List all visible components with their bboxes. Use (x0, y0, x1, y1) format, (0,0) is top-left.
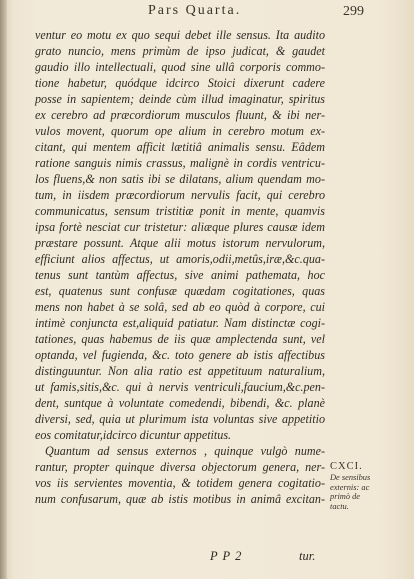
text-line: tum, in iisdem præcordiorum nervulis facit, qui cerebro (35, 188, 325, 202)
text-line: præstare possunt. Atque alii motus istorum nervulorum, (35, 236, 325, 250)
text-line: tationes, quas habemus de iis quæ amplectenda sunt, vel (35, 332, 325, 346)
margin-note (330, 461, 392, 511)
text-line: vulos movent, quorum ope alium in cerebro motum ex- (35, 124, 325, 138)
text-line: posse in sapientem; deinde cùm illud imaginatur, spiritus (35, 92, 325, 106)
text-line: efficiunt alios affectus, ut amoris,odii,metûs,iræ,&c.qua- (35, 252, 325, 266)
margin-gloss-line: tactu. (330, 501, 349, 511)
body-text (35, 27, 325, 507)
text-line: vos iis servientes moventia, & totidem genera cogitatio- (35, 476, 325, 490)
page-number: 299 (343, 4, 364, 19)
text-line: ratione sanguis nimis crassus, malignè in cordis ventricu- (35, 156, 325, 170)
text-line: distinguuntur. Non alia ratio est appetituum naturalium, (35, 364, 325, 378)
margin-gloss-line: externis: ac (330, 482, 370, 492)
text-line: los fluens,& non satis ibi se dilatans, alium quendam mo- (35, 172, 325, 186)
text-line: tione habetur, quódque idcirco Stoici dixerunt cadere (35, 76, 325, 90)
text-line: mens non habet à se solâ, sed ab eo quòd à corpore, cui (35, 300, 325, 314)
text-line: diversi, sed, quia ut plurimum ista voluntas sive appetitio (35, 412, 325, 426)
margin-gloss-line: primò de (330, 492, 361, 501)
text-line: ex cerebro ad præcordiorum musculos fluunt, & ibi ner- (35, 108, 325, 122)
text-line: tenus sunt tantùm affectus, sive animi pathemata, hoc (35, 268, 325, 282)
text-line: est, quatenus sunt confusæ quædam cogitationes, quas (35, 284, 325, 298)
signature-mark: P P 2 (210, 549, 243, 563)
text-line: intimè conjuncta est,aliquid patiatur. Nam distinctæ cogi- (35, 316, 325, 330)
text-line: gaudio illo intellectuali, quod sine ullâ corporis commo- (35, 60, 325, 74)
text-line: citant, qui mentem afficit lætitiâ animalis sensu. Eâdem (35, 140, 325, 154)
text-line: ventur eo motu ex quo sequi debet ille sensus. Ita audito (35, 28, 325, 42)
catchword: tur. (299, 549, 316, 563)
text-line: Quantum ad sensus externos , quinque vulgò nume- (45, 444, 325, 458)
margin-gloss-line: De sensibus (330, 473, 371, 482)
text-line: optanda, vel fugienda, &c. toto genere ab istis affectibus (35, 348, 325, 362)
text-line: communicatus, sensum tristitiæ ponit in mente, quamvis (35, 204, 325, 218)
running-title: Pars Quarta. (148, 3, 242, 18)
text-line: eos comitatur,idcirco dicuntur appetitus. (35, 428, 232, 442)
text-line: rantur, propter quinque diversa objectorum genera, ner- (35, 460, 325, 474)
text-line: dent, suntque à voluntate comedendi, bibendi, &c. planè (35, 396, 325, 410)
article-number: CXCI. (330, 461, 363, 472)
text-line: ipsa fortè nesciat cur tristetur: aliæque plures causæ idem (35, 220, 325, 234)
text-line: num confusarum, quæ ab istis motibus in animâ excitan- (35, 492, 325, 506)
text-line: grato nuncio, mens primùm de ipso judicat, & gaudet (35, 44, 325, 58)
text-line: ut famis,sitis,&c. qui à nervis ventriculi,faucium,&c.pen- (35, 380, 325, 394)
book-spine-shadow (0, 0, 7, 579)
running-header (0, 3, 414, 21)
